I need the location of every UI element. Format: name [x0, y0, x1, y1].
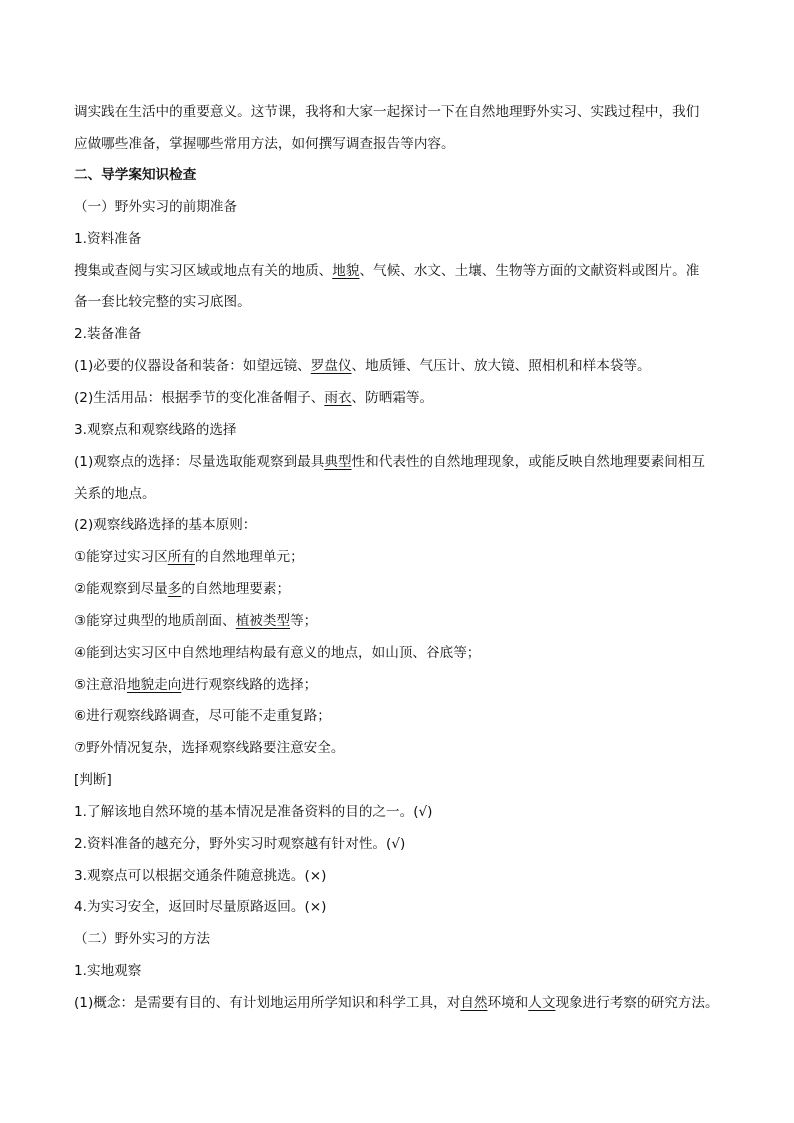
- text: ⑥进行观察线路调查，尽可能不走重复路；: [74, 708, 331, 724]
- underlined-term: 雨衣: [324, 390, 352, 406]
- judgment-item: [74, 802, 764, 822]
- text: ⑦野外情况复杂，选择观察线路要注意安全。: [74, 740, 345, 756]
- text: ④能到达实习区中自然地理结构最有意义的地点，如山顶、谷底等；: [74, 645, 481, 661]
- text: 性和代表性的自然地理现象，或能反映自然地理要素间相互: [351, 454, 705, 470]
- underlined-term: 类型: [262, 613, 291, 629]
- text: 1.了解该地自然环境的基本情况是准备资料的目的之一。(√): [74, 804, 433, 820]
- text: 3.观察点可以根据交通条件随意挑选。(×): [74, 868, 327, 884]
- text: ⑤注意沿: [74, 677, 127, 693]
- text: ③能穿过典型的地质剖面、: [74, 613, 236, 629]
- text: (1)概念：是需要有目的、有计划地运用所学知识和科学工具，对: [74, 995, 461, 1011]
- text-line: [74, 388, 764, 408]
- text: [判断]: [74, 772, 112, 788]
- judgment-item: [74, 866, 764, 886]
- text: 搜集或查阅与实习区域或地点有关的地质、: [74, 263, 333, 279]
- text: 、地质锤、气压计、放大镜、照相机和样本袋等。: [351, 358, 651, 374]
- text-line: [74, 292, 764, 312]
- underlined-term: 地貌走向: [126, 677, 182, 693]
- underlined-term: 罗盘仪: [310, 358, 352, 374]
- text: 的自然地理单元；: [194, 549, 304, 565]
- subsection-heading: [74, 929, 764, 949]
- text: (2)观察线路选择的基本原则：: [74, 517, 257, 533]
- list-item: [74, 547, 764, 567]
- underlined-term: 地貌: [332, 263, 360, 279]
- text: 现象进行考察的研究方法。: [555, 995, 719, 1011]
- underlined-term: 自然: [460, 995, 488, 1011]
- text: ②能观察到尽量: [74, 581, 168, 597]
- list-item: [74, 738, 764, 758]
- text: 调实践在生活中的重要意义。这节课，我将和大家一起探讨一下在自然地理野外实习、实践过程中，我们: [74, 104, 700, 120]
- item-heading: [74, 961, 764, 981]
- text: 、气候、水文、土壤、生物等方面的文献资料或图片。准: [359, 263, 700, 279]
- text-line: [74, 484, 764, 504]
- text-line: [74, 102, 764, 122]
- text: 1.实地观察: [74, 963, 142, 979]
- text: （二）野外实习的方法: [74, 931, 210, 947]
- text: （一）野外实习的前期准备: [74, 199, 238, 215]
- text: 、防晒霜等。: [351, 390, 434, 406]
- list-item: [74, 579, 764, 599]
- section-heading: [74, 165, 764, 185]
- underlined-term: 典型: [324, 454, 352, 470]
- text: 4.为实习安全，返回时尽量原路返回。(×): [74, 899, 327, 915]
- item-heading: [74, 324, 764, 344]
- text-line: [74, 134, 764, 154]
- text: (2)生活用品：根据季节的变化准备帽子、: [74, 390, 325, 406]
- underlined-term: 所有: [167, 549, 195, 565]
- text: 1.资料准备: [74, 231, 142, 247]
- text: 关系的地点。: [74, 486, 156, 502]
- text-line: [74, 993, 764, 1013]
- text: 的自然地理要素；: [181, 581, 291, 597]
- text: ①能穿过实习区: [74, 549, 168, 565]
- underlined-term: 植被: [235, 613, 263, 629]
- item-heading: [74, 229, 764, 249]
- text: 环境和: [487, 995, 529, 1011]
- list-item: [74, 643, 764, 663]
- text: 2.装备准备: [74, 326, 142, 342]
- subsection-heading: [74, 197, 764, 217]
- underlined-term: 人文: [528, 995, 556, 1011]
- text: 2.资料准备的越充分，野外实习时观察越有针对性。(√): [74, 836, 406, 852]
- judgment-heading: [74, 770, 764, 790]
- underlined-term: 多: [167, 581, 182, 597]
- judgment-item: [74, 897, 764, 917]
- text-line: [74, 515, 764, 535]
- text: 二、导学案知识检查: [74, 167, 197, 183]
- text: (1)观察点的选择：尽量选取能观察到最具: [74, 454, 325, 470]
- list-item: [74, 611, 764, 631]
- text: 应做哪些准备，掌握哪些常用方法，如何撰写调查报告等内容。: [74, 136, 455, 152]
- list-item: [74, 706, 764, 726]
- text: (1)必要的仪器设备和装备：如望远镜、: [74, 358, 311, 374]
- text: 等；: [290, 613, 318, 629]
- text-line: [74, 356, 764, 376]
- item-heading: [74, 420, 764, 440]
- text-line: [74, 452, 764, 472]
- text: 进行观察线路的选择；: [181, 677, 318, 693]
- text: 3.观察点和观察线路的选择: [74, 422, 237, 438]
- text-line: [74, 261, 764, 281]
- list-item: [74, 675, 764, 695]
- judgment-item: [74, 834, 764, 854]
- text: 备一套比较完整的实习底图。: [74, 294, 251, 310]
